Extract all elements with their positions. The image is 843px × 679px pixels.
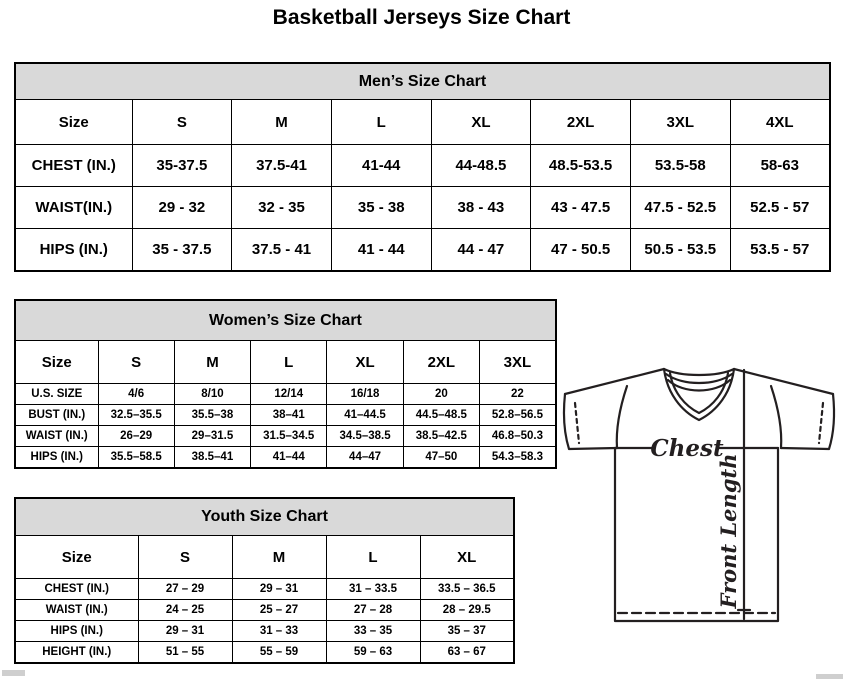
front-length-label: Front Length xyxy=(716,453,741,609)
jersey-right-cuff-dashes xyxy=(819,403,823,443)
mens-cell-0-1: 37.5-41 xyxy=(232,145,332,187)
womens-row-label-2: WAIST (IN.) xyxy=(15,426,98,447)
mens-cell-2-4: 47 - 50.5 xyxy=(531,229,631,272)
womens-cell-0-5: 22 xyxy=(479,384,555,405)
womens-table-row-1 xyxy=(15,405,556,426)
mens-cell-2-6: 53.5 - 57 xyxy=(730,229,830,272)
youth-section-title: Youth Size Chart xyxy=(15,498,514,536)
womens-cell-1-1: 35.5–38 xyxy=(174,405,250,426)
womens-cell-3-0: 35.5–58.5 xyxy=(98,447,174,469)
mens-cell-0-6: 58-63 xyxy=(730,145,830,187)
womens-table-row-2 xyxy=(15,426,556,447)
mens-column-header-2: M xyxy=(232,100,332,145)
womens-column-header-2: M xyxy=(174,341,250,384)
mens-cell-0-5: 53.5-58 xyxy=(630,145,730,187)
mens-size-chart-table xyxy=(14,62,831,272)
youth-column-header-4: XL xyxy=(420,536,514,579)
youth-cell-3-2: 59 – 63 xyxy=(326,642,420,664)
womens-cell-3-2: 41–44 xyxy=(251,447,327,469)
jersey-left-shoulder-line xyxy=(565,369,664,394)
womens-cell-1-2: 38–41 xyxy=(251,405,327,426)
mens-row-label-2: HIPS (IN.) xyxy=(15,229,132,272)
womens-table-row-3 xyxy=(15,447,556,469)
jersey-collar-rib-curve-2 xyxy=(668,380,730,391)
womens-cell-2-3: 34.5–38.5 xyxy=(327,426,403,447)
page-title: Basketball Jerseys Size Chart xyxy=(272,6,571,29)
mens-cell-0-2: 41-44 xyxy=(331,145,431,187)
mens-column-header-4: XL xyxy=(431,100,531,145)
womens-cell-3-1: 38.5–41 xyxy=(174,447,250,469)
womens-row-label-3: HIPS (IN.) xyxy=(15,447,98,469)
mens-cell-1-6: 52.5 - 57 xyxy=(730,187,830,229)
jersey-collar-v-inner xyxy=(670,373,728,413)
womens-cell-3-5: 54.3–58.3 xyxy=(479,447,555,469)
womens-cell-2-4: 38.5–42.5 xyxy=(403,426,479,447)
mens-table-row-2 xyxy=(15,229,830,272)
mens-row-label-1: WAIST(IN.) xyxy=(15,187,132,229)
scrollbar-fragment-right[interactable] xyxy=(816,674,843,679)
womens-cell-1-0: 32.5–35.5 xyxy=(98,405,174,426)
mens-cell-1-1: 32 - 35 xyxy=(232,187,332,229)
womens-column-header-5: 2XL xyxy=(403,341,479,384)
youth-cell-0-2: 31 – 33.5 xyxy=(326,579,420,600)
womens-cell-2-5: 46.8–50.3 xyxy=(479,426,555,447)
womens-cell-1-4: 44.5–48.5 xyxy=(403,405,479,426)
jersey-right-sleeve-outline xyxy=(781,394,834,449)
mens-section-title: Men’s Size Chart xyxy=(15,63,830,100)
womens-cell-2-2: 31.5–34.5 xyxy=(251,426,327,447)
youth-row-label-0: CHEST (IN.) xyxy=(15,579,138,600)
mens-cell-1-2: 35 - 38 xyxy=(331,187,431,229)
womens-column-header-3: L xyxy=(251,341,327,384)
womens-row-label-1: BUST (IN.) xyxy=(15,405,98,426)
womens-cell-0-4: 20 xyxy=(403,384,479,405)
youth-cell-3-1: 55 – 59 xyxy=(232,642,326,664)
jersey-left-sleeve-seam xyxy=(617,386,627,448)
youth-cell-2-3: 35 – 37 xyxy=(420,621,514,642)
youth-table-row-1 xyxy=(15,600,514,621)
womens-cell-0-0: 4/6 xyxy=(98,384,174,405)
mens-cell-0-4: 48.5-53.5 xyxy=(531,145,631,187)
mens-table-row-0 xyxy=(15,145,830,187)
mens-column-header-5: 2XL xyxy=(531,100,631,145)
mens-cell-2-2: 41 - 44 xyxy=(331,229,431,272)
mens-column-header-6: 3XL xyxy=(630,100,730,145)
mens-cell-1-5: 47.5 - 52.5 xyxy=(630,187,730,229)
youth-column-header-2: M xyxy=(232,536,326,579)
womens-cell-3-4: 47–50 xyxy=(403,447,479,469)
youth-row-label-3: HEIGHT (IN.) xyxy=(15,642,138,664)
mens-table-row-1 xyxy=(15,187,830,229)
mens-column-header-7: 4XL xyxy=(730,100,830,145)
mens-cell-1-4: 43 - 47.5 xyxy=(531,187,631,229)
youth-table-row-2 xyxy=(15,621,514,642)
mens-cell-2-0: 35 - 37.5 xyxy=(132,229,232,272)
womens-table-row-0 xyxy=(15,384,556,405)
youth-cell-1-0: 24 – 25 xyxy=(138,600,232,621)
youth-cell-1-1: 25 – 27 xyxy=(232,600,326,621)
jersey-right-shoulder-line xyxy=(734,369,833,394)
youth-cell-1-3: 28 – 29.5 xyxy=(420,600,514,621)
mens-cell-1-3: 38 - 43 xyxy=(431,187,531,229)
youth-cell-1-2: 27 – 28 xyxy=(326,600,420,621)
womens-cell-0-1: 8/10 xyxy=(174,384,250,405)
youth-cell-2-1: 31 – 33 xyxy=(232,621,326,642)
mens-row-label-0: CHEST (IN.) xyxy=(15,145,132,187)
youth-cell-3-0: 51 – 55 xyxy=(138,642,232,664)
youth-table-row-3 xyxy=(15,642,514,664)
youth-size-chart-table xyxy=(14,497,515,664)
youth-column-header-0: Size xyxy=(15,536,138,579)
mens-cell-0-0: 35-37.5 xyxy=(132,145,232,187)
mens-cell-2-1: 37.5 - 41 xyxy=(232,229,332,272)
youth-column-header-1: S xyxy=(138,536,232,579)
mens-column-header-0: Size xyxy=(15,100,132,145)
youth-cell-0-3: 33.5 – 36.5 xyxy=(420,579,514,600)
jersey-left-sleeve-outline xyxy=(564,394,617,449)
youth-column-header-3: L xyxy=(326,536,420,579)
mens-column-header-1: S xyxy=(132,100,232,145)
jersey-measurement-diagram xyxy=(561,361,839,627)
womens-section-title: Women’s Size Chart xyxy=(15,300,556,341)
youth-row-label-1: WAIST (IN.) xyxy=(15,600,138,621)
womens-cell-2-1: 29–31.5 xyxy=(174,426,250,447)
youth-cell-2-0: 29 – 31 xyxy=(138,621,232,642)
womens-cell-2-0: 26–29 xyxy=(98,426,174,447)
youth-cell-2-2: 33 – 35 xyxy=(326,621,420,642)
jersey-collar-top-curve xyxy=(664,369,734,375)
womens-cell-1-3: 41–44.5 xyxy=(327,405,403,426)
womens-cell-0-2: 12/14 xyxy=(251,384,327,405)
chest-label: Chest xyxy=(650,435,724,462)
womens-column-header-4: XL xyxy=(327,341,403,384)
womens-column-header-1: S xyxy=(98,341,174,384)
youth-table-row-0 xyxy=(15,579,514,600)
womens-row-label-0: U.S. SIZE xyxy=(15,384,98,405)
scrollbar-fragment-left[interactable] xyxy=(2,670,25,676)
mens-cell-2-5: 50.5 - 53.5 xyxy=(630,229,730,272)
womens-column-header-6: 3XL xyxy=(479,341,555,384)
youth-row-label-2: HIPS (IN.) xyxy=(15,621,138,642)
womens-column-header-0: Size xyxy=(15,341,98,384)
womens-cell-0-3: 16/18 xyxy=(327,384,403,405)
youth-cell-0-0: 27 – 29 xyxy=(138,579,232,600)
womens-cell-1-5: 52.8–56.5 xyxy=(479,405,555,426)
mens-cell-1-0: 29 - 32 xyxy=(132,187,232,229)
mens-cell-0-3: 44-48.5 xyxy=(431,145,531,187)
youth-cell-3-3: 63 – 67 xyxy=(420,642,514,664)
jersey-left-cuff-dashes xyxy=(575,403,579,443)
jersey-right-sleeve-seam xyxy=(771,386,781,448)
jersey-body-outline xyxy=(615,448,778,621)
womens-size-chart-table xyxy=(14,299,557,469)
mens-cell-2-3: 44 - 47 xyxy=(431,229,531,272)
mens-column-header-3: L xyxy=(331,100,431,145)
womens-cell-3-3: 44–47 xyxy=(327,447,403,469)
youth-cell-0-1: 29 – 31 xyxy=(232,579,326,600)
